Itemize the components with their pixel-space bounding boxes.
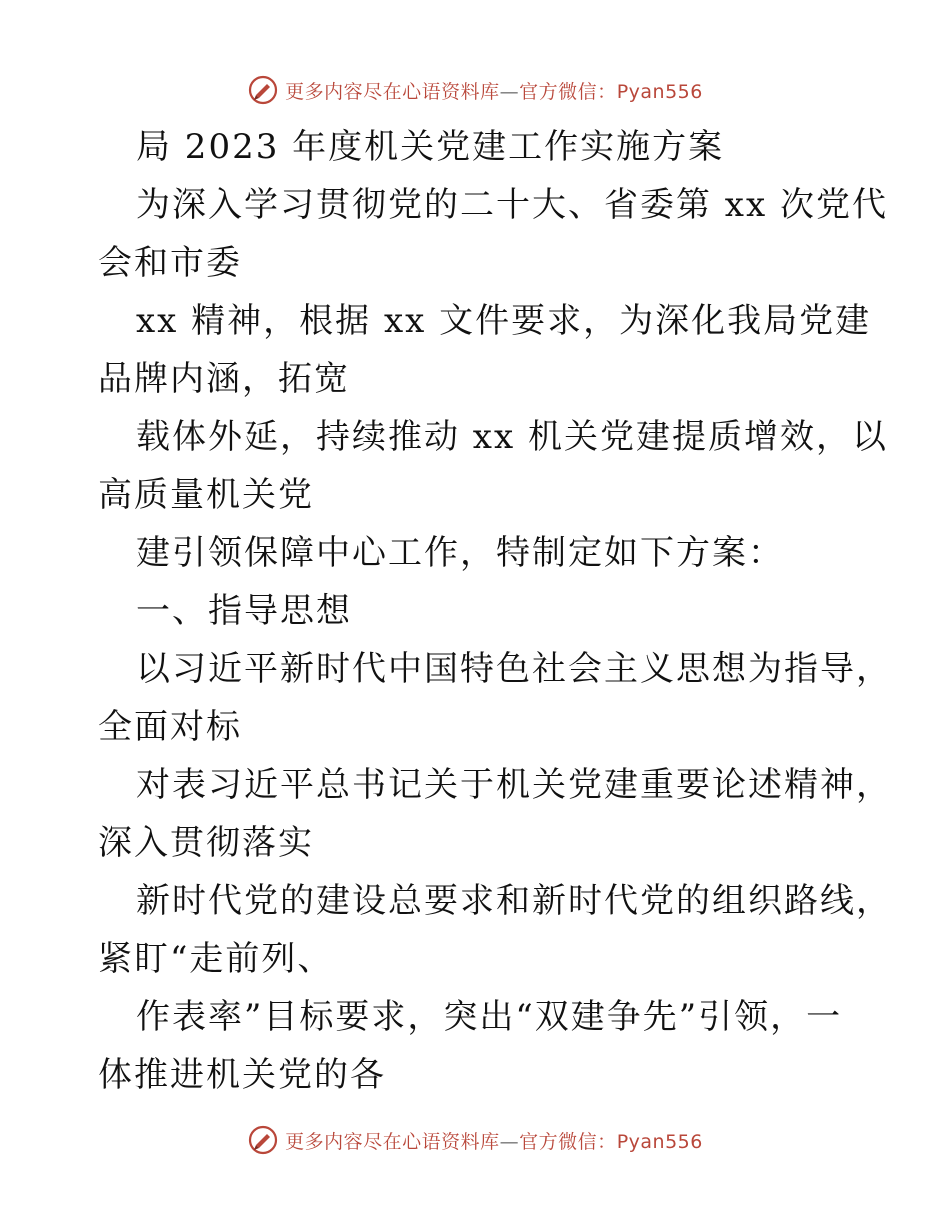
paragraph-line: 建引领保障中心工作，特制定如下方案： <box>136 533 784 573</box>
document-title: 局 2023 年度机关党建工作实施方案 <box>136 127 725 167</box>
watermark-text <box>285 77 703 104</box>
paragraph-line: 以习近平新时代中国特色社会主义思想为指导， <box>136 649 892 689</box>
watermark-dash: — <box>499 1130 520 1153</box>
watermark-contact-label: 官方微信： <box>519 80 617 103</box>
watermark-contact-id: Pyan556 <box>616 80 703 103</box>
paragraph-line: 品牌内涵，拓宽 <box>98 359 350 399</box>
header-watermark <box>0 72 950 108</box>
paragraph-line: 会和市委 <box>98 243 242 283</box>
watermark-contact-label: 官方微信： <box>519 1130 617 1153</box>
watermark-slogan: 更多内容尽在心语资料库 <box>285 80 500 103</box>
pen-seal-icon <box>247 1124 279 1156</box>
watermark-text <box>285 1127 703 1154</box>
paragraph-line: 深入贯彻落实 <box>98 823 314 863</box>
section-heading: 一、指导思想 <box>136 591 352 631</box>
paragraph-line: 对表习近平总书记关于机关党建重要论述精神， <box>136 765 892 805</box>
paragraph-line: 载体外延，持续推动 xx 机关党建提质增效，以 <box>136 417 888 457</box>
paragraph-line: 高质量机关党 <box>98 475 314 515</box>
watermark-contact-id: Pyan556 <box>616 1130 703 1153</box>
paragraph-line: 紧盯“走前列、 <box>98 939 334 979</box>
paragraph-line: 新时代党的建设总要求和新时代党的组织路线， <box>136 881 892 921</box>
paragraph-line: 为深入学习贯彻党的二十大、省委第 xx 次党代 <box>136 185 888 225</box>
watermark-dash: — <box>499 80 520 103</box>
footer-watermark <box>0 1122 950 1158</box>
paragraph-line: 作表率”目标要求，突出“双建争先”引领，一 <box>136 997 843 1037</box>
watermark-slogan: 更多内容尽在心语资料库 <box>285 1130 500 1153</box>
paragraph-line: 体推进机关党的各 <box>98 1055 386 1095</box>
pen-seal-icon <box>247 74 279 106</box>
paragraph-line: xx 精神，根据 xx 文件要求，为深化我局党建 <box>136 301 872 341</box>
document-body <box>98 118 892 1104</box>
paragraph-line: 全面对标 <box>98 707 242 747</box>
